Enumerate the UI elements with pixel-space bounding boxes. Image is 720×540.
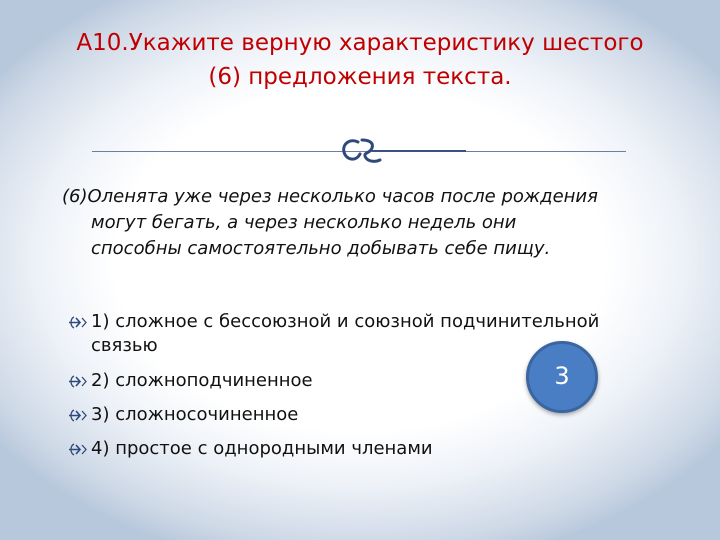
arrow-bullet-icon (68, 375, 87, 388)
sentence-line: способны самостоятельно добывать себе пищу. (91, 238, 551, 259)
arrow-bullet-icon (68, 443, 87, 456)
question-title (40, 26, 680, 94)
answer-badge: 3 (526, 341, 598, 413)
option-text: 3) сложносочиненное (91, 404, 299, 425)
swirl-ornament-icon (336, 134, 384, 168)
arrow-bullet-icon (68, 409, 87, 422)
title-line-2: (6) предложения текста. (208, 64, 512, 90)
arrow-bullet-icon (68, 316, 87, 329)
option-text: 2) сложноподчиненное (91, 370, 313, 391)
option-item (68, 437, 668, 461)
sentence-line: могут бегать, а через несколько недель они (91, 212, 517, 233)
title-line-1: А10.Укажите верную характеристику шестого (76, 30, 644, 56)
source-sentence (62, 184, 682, 262)
option-text: 4) простое с однородными членами (91, 438, 433, 459)
sentence-line: (6)Оленята уже через несколько часов после рождения (62, 186, 598, 207)
option-text: 1) сложное с бессоюзной и союзной подчинительной связью (91, 311, 600, 356)
divider-accent (372, 150, 466, 152)
